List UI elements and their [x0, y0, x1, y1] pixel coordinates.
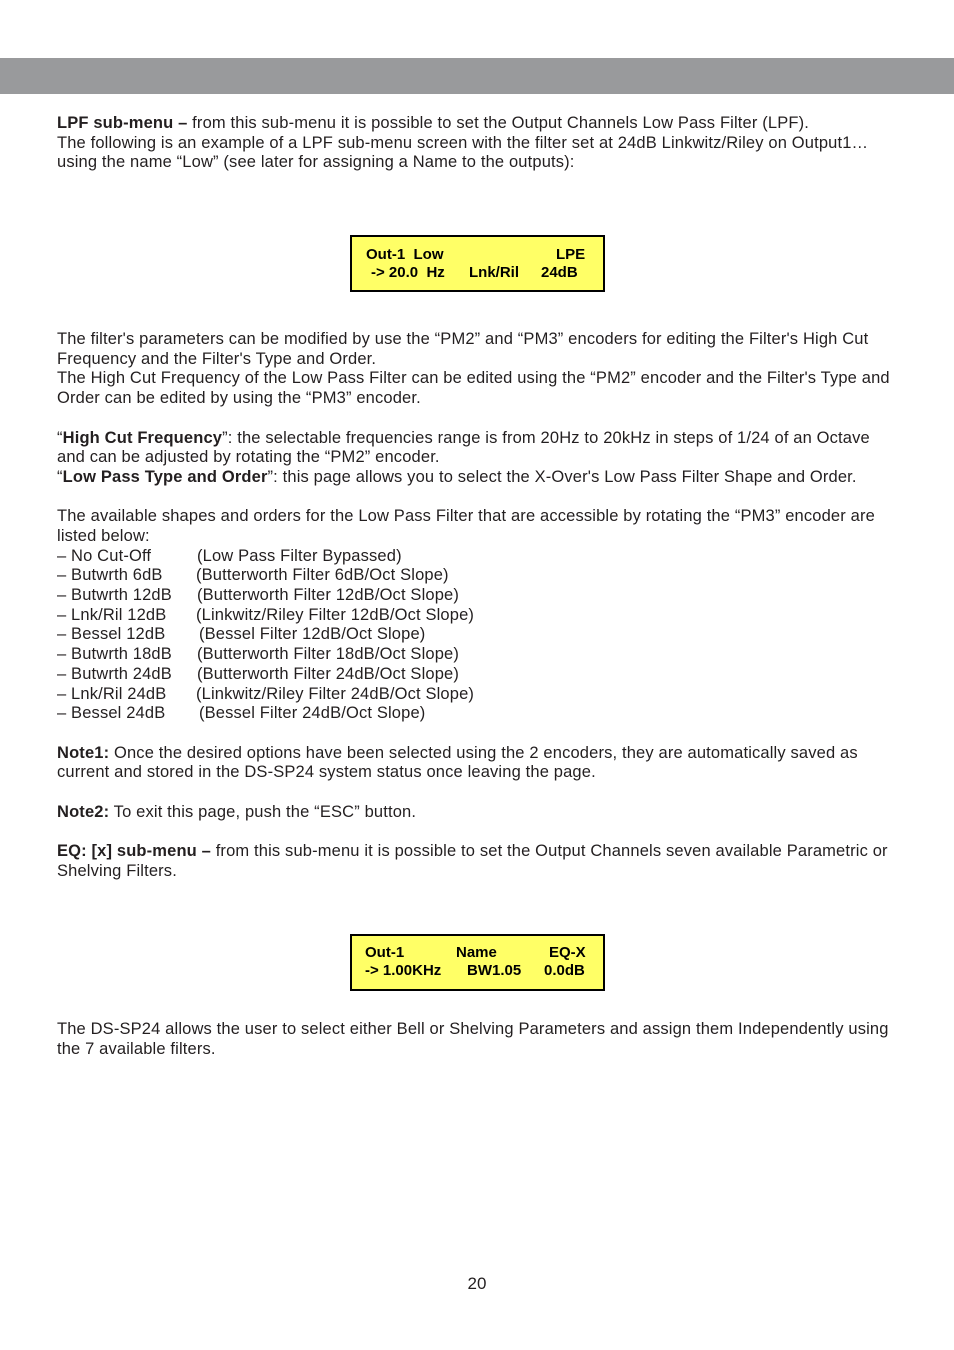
- shape-name: – Lnk/Ril 12dB: [57, 605, 167, 624]
- shape-name: – Bessel 24dB: [57, 704, 166, 723]
- lpf-lcd-row-1: [352, 246, 603, 264]
- note2-paragraph: [57, 803, 897, 823]
- hcf-open-quote: “: [57, 428, 63, 447]
- page-body: [57, 114, 897, 173]
- low-pass-type-text: ”: this page allows you to select the X-Over's Low Pass Filter Shape and Order.: [267, 467, 857, 486]
- high-cut-frequency-text: ”: the selectable frequencies range is from 20Hz to 20kHz in steps of 1/24 of an Octave and can be adjusted by rotating the “PM2” encoder.: [57, 428, 875, 467]
- shape-description: (Butterworth Filter 18dB/Oct Slope): [197, 645, 460, 664]
- shape-name: – Butwrth 6dB: [57, 566, 163, 585]
- eq-submenu-label: EQ: [x] sub-menu –: [57, 842, 211, 861]
- eq-closing-text: The DS-SP24 allows the user to select either Bell or Shelving Parameters and assign them Independently using the 7 available filters.: [57, 1020, 894, 1058]
- eq-closing-section: [57, 1020, 897, 1059]
- shape-name: – Lnk/Ril 24dB: [57, 684, 167, 703]
- lpf-lcd-mode: LPE: [556, 246, 586, 263]
- low-pass-type-label: Low Pass Type and Order: [62, 467, 268, 486]
- shape-name: – No Cut-Off: [57, 546, 152, 565]
- list-item: [57, 625, 897, 645]
- lpf-intro-paragraph: [57, 114, 897, 134]
- shape-description: (Bessel Filter 12dB/Oct Slope): [199, 625, 426, 644]
- shape-description: (Butterworth Filter 6dB/Oct Slope): [196, 566, 449, 585]
- eq-lcd-row-1: [352, 944, 603, 962]
- list-item: [57, 704, 897, 724]
- eq-lcd-frequency: -> 1.00KHz: [365, 962, 442, 979]
- shape-name: – Butwrth 18dB: [57, 645, 172, 664]
- lpf-lcd-filter-order: 24dB: [541, 264, 578, 281]
- lpf-example-text: The following is an example of a LPF sub-menu screen with the filter set at 24dB Linkwitz/Riley on Output1… using the name “Low” (see later for assigning a Name to the outputs):: [57, 133, 873, 172]
- eq-lcd-name: Name: [456, 944, 497, 961]
- shape-description: (Butterworth Filter 24dB/Oct Slope): [197, 664, 460, 683]
- lpf-lcd-row-2: [352, 264, 603, 282]
- shape-description: (Linkwitz/Riley Filter 24dB/Oct Slope): [196, 684, 475, 703]
- eq-lcd-channel: Out-1: [365, 944, 405, 961]
- high-cut-frequency-label: High Cut Frequency: [62, 428, 223, 447]
- shape-description: (Bessel Filter 24dB/Oct Slope): [199, 704, 426, 723]
- lpf-lcd-channel-name: Out-1 Low: [366, 246, 444, 263]
- params-paragraph-2: The High Cut Frequency of the Low Pass Filter can be edited using the “PM2” encoder and the Filter's Type and Order can be edited by using the “PM3” encoder.: [57, 369, 895, 408]
- eq-intro-paragraph: [57, 842, 897, 881]
- list-item: [57, 547, 897, 567]
- list-item: [57, 645, 897, 665]
- list-item: [57, 665, 897, 685]
- shape-description: (Linkwitz/Riley Filter 12dB/Oct Slope): [196, 605, 475, 624]
- lpf-lcd-frequency: -> 20.0 Hz: [371, 264, 445, 281]
- note2-label: Note2:: [57, 802, 110, 821]
- eq-lcd-bandwidth: BW1.05: [467, 962, 522, 979]
- shapes-intro-text: The available shapes and orders for the Low Pass Filter that are accessible by rotating the “PM3” encoder are listed below:: [57, 507, 880, 545]
- lpf-lcd-display: [350, 235, 605, 292]
- lpf-lcd-filter-type: Lnk/Ril: [469, 264, 520, 281]
- lpf-parameters-section: [57, 330, 897, 881]
- lpf-submenu-label: LPF sub-menu –: [57, 114, 188, 132]
- page-number: 20: [467, 1274, 487, 1293]
- note2-text: To exit this page, push the “ESC” button.: [109, 802, 417, 821]
- lpto-open-quote: “: [57, 467, 63, 486]
- list-item: [57, 586, 897, 606]
- high-cut-frequency-paragraph: [57, 429, 897, 468]
- list-item: [57, 685, 897, 705]
- eq-lcd-row-2: [352, 962, 603, 980]
- list-item: [57, 566, 897, 586]
- lpf-intro-text: from this sub-menu it is possible to set the Output Channels Low Pass Filter (LPF).: [187, 114, 809, 132]
- shape-description: (Butterworth Filter 12dB/Oct Slope): [197, 586, 460, 605]
- eq-lcd-mode: EQ-X: [549, 944, 586, 961]
- shape-name: – Butwrth 24dB: [57, 664, 172, 683]
- low-pass-type-paragraph: [57, 468, 897, 488]
- note1-label: Note1:: [57, 743, 110, 762]
- shape-description: (Low Pass Filter Bypassed): [197, 546, 402, 565]
- header-band: [0, 58, 954, 94]
- eq-lcd-gain: 0.0dB: [544, 962, 585, 979]
- eq-lcd-display: [350, 934, 605, 991]
- eq-intro-text: from this sub-menu it is possible to set the Output Channels seven available Parametric or Shelving Filters.: [57, 842, 893, 880]
- list-item: [57, 606, 897, 626]
- shapes-list: [57, 547, 897, 724]
- params-paragraph-1: The filter's parameters can be modified by use the “PM2” and “PM3” encoders for editing the Filter's High Cut Frequency and the Filter's Type and Order.: [57, 330, 874, 368]
- shape-name: – Bessel 12dB: [57, 625, 166, 644]
- note1-paragraph: [57, 744, 897, 783]
- note1-text: Once the desired options have been selected using the 2 encoders, they are automatically saved as current and stored in the DS-SP24 system status once leaving the page.: [57, 743, 863, 782]
- shape-name: – Butwrth 12dB: [57, 586, 172, 605]
